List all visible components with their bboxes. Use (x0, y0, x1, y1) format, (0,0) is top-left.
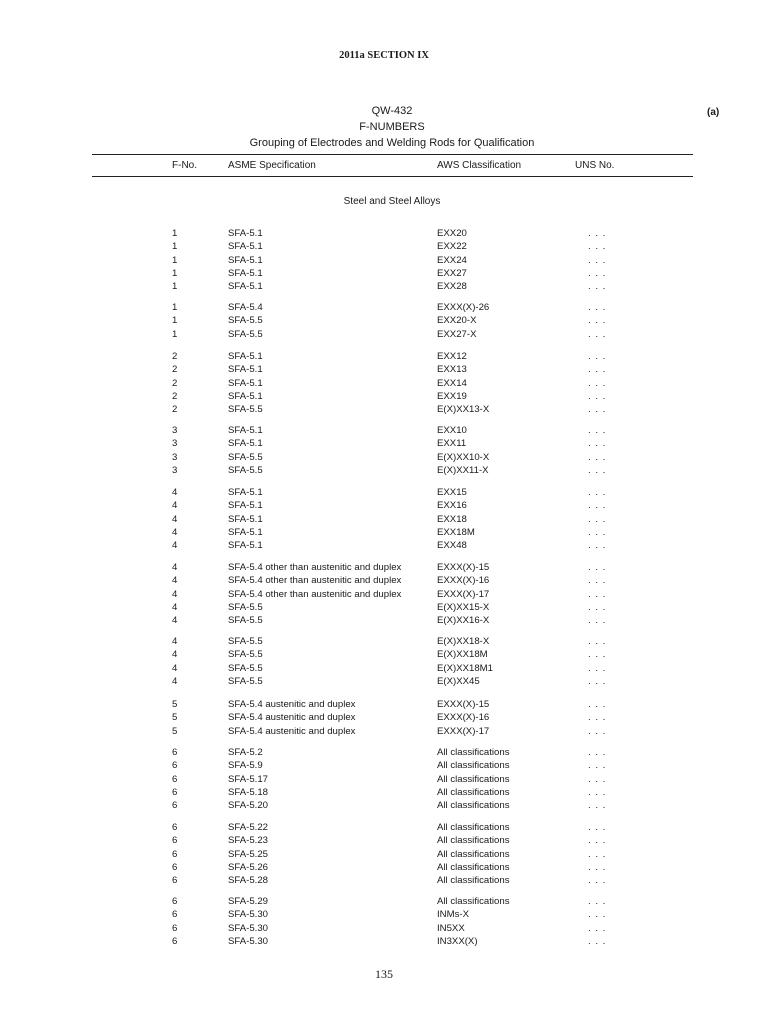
uns-number-cell: . . . (588, 760, 607, 772)
uns-number-cell: . . . (588, 725, 607, 737)
f-number-cell: 4 (172, 526, 178, 538)
f-number-cell: 6 (172, 773, 178, 785)
f-number-cell: 1 (172, 302, 178, 313)
table-row (0, 526, 768, 539)
asme-spec-cell: SFA-5.1 (228, 351, 263, 362)
table-row (0, 635, 768, 648)
uns-number-cell: . . . (588, 487, 607, 498)
row-group (0, 561, 768, 627)
asme-spec-cell: SFA-5.4 austenitic and duplex (228, 699, 356, 710)
f-number-cell: 2 (172, 364, 178, 376)
asme-spec-cell: SFA-5.20 (228, 800, 268, 812)
row-group (0, 227, 768, 293)
table-row (0, 328, 768, 341)
uns-number-cell: . . . (588, 464, 607, 476)
aws-class-cell: EXXX(X)-26 (437, 302, 490, 313)
f-number-cell: 6 (172, 800, 178, 812)
aws-class-cell: INMs-X (437, 909, 469, 921)
table-row (0, 280, 768, 293)
table-row (0, 314, 768, 327)
aws-class-cell: EXX28 (437, 281, 467, 293)
table-row (0, 601, 768, 614)
uns-number-cell: . . . (588, 875, 607, 887)
f-number-cell: 2 (172, 390, 178, 402)
table-row (0, 486, 768, 499)
aws-class-cell: EXX16 (437, 500, 467, 512)
table-row (0, 848, 768, 861)
f-number-cell: 5 (172, 699, 178, 710)
f-number-cell: 4 (172, 562, 178, 573)
uns-number-cell: . . . (588, 267, 607, 279)
uns-number-cell: . . . (588, 786, 607, 798)
table-row (0, 437, 768, 450)
f-number-cell: 2 (172, 404, 178, 416)
uns-number-cell: . . . (588, 922, 607, 934)
f-number-cell: 4 (172, 487, 178, 498)
table-row (0, 539, 768, 552)
uns-number-cell: . . . (588, 500, 607, 512)
asme-spec-cell: SFA-5.1 (228, 364, 263, 376)
table-row (0, 698, 768, 711)
table-row (0, 861, 768, 874)
aws-class-cell: EXX12 (437, 351, 467, 362)
table-row (0, 377, 768, 390)
table-row (0, 799, 768, 812)
uns-number-cell: . . . (588, 302, 607, 313)
uns-number-cell: . . . (588, 425, 607, 436)
asme-spec-cell: SFA-5.5 (228, 649, 263, 661)
uns-number-cell: . . . (588, 404, 607, 416)
row-group (0, 821, 768, 887)
table-row (0, 935, 768, 948)
row-group (0, 698, 768, 738)
asme-spec-cell: SFA-5.30 (228, 922, 268, 934)
asme-spec-cell: SFA-5.4 other than austenitic and duplex (228, 562, 402, 573)
table-row (0, 403, 768, 416)
asme-spec-cell: SFA-5.1 (228, 438, 263, 450)
aws-class-cell: All classifications (437, 848, 510, 860)
aws-class-cell: EXX48 (437, 540, 467, 552)
aws-class-cell: EXX20 (437, 228, 467, 239)
asme-spec-cell: SFA-5.1 (228, 500, 263, 512)
asme-spec-cell: SFA-5.5 (228, 404, 263, 416)
asme-spec-cell: SFA-5.5 (228, 615, 263, 627)
section-title: Steel and Steel Alloys (343, 196, 441, 207)
f-number-cell: 1 (172, 267, 178, 279)
f-number-cell: 4 (172, 540, 178, 552)
table-row (0, 759, 768, 772)
row-group (0, 424, 768, 477)
f-number-cell: 5 (172, 712, 178, 724)
asme-spec-cell: SFA-5.1 (228, 390, 263, 402)
asme-spec-cell: SFA-5.4 other than austenitic and duplex (228, 575, 402, 587)
f-number-cell: 4 (172, 575, 178, 587)
aws-class-cell: All classifications (437, 760, 510, 772)
uns-number-cell: . . . (588, 712, 607, 724)
table-row (0, 561, 768, 574)
uns-number-cell: . . . (588, 377, 607, 389)
asme-spec-cell: SFA-5.29 (228, 896, 268, 907)
f-number-cell: 2 (172, 377, 178, 389)
aws-class-cell: All classifications (437, 835, 510, 847)
aws-class-cell: EXX20-X (437, 315, 477, 327)
uns-number-cell: . . . (588, 615, 607, 627)
f-number-cell: 6 (172, 760, 178, 772)
uns-number-cell: . . . (588, 351, 607, 362)
table-row (0, 227, 768, 240)
table-row (0, 240, 768, 253)
asme-spec-cell: SFA-5.23 (228, 835, 268, 847)
aws-class-cell: EXX13 (437, 364, 467, 376)
asme-spec-cell: SFA-5.5 (228, 662, 263, 674)
row-group (0, 895, 768, 948)
uns-number-cell: . . . (588, 526, 607, 538)
f-number-cell: 4 (172, 588, 178, 600)
aws-class-cell: EXX11 (437, 438, 467, 450)
asme-spec-cell: SFA-5.9 (228, 760, 263, 772)
asme-spec-cell: SFA-5.18 (228, 786, 268, 798)
column-header-fno: F-No. (172, 160, 197, 171)
table-row (0, 254, 768, 267)
uns-number-cell: . . . (588, 773, 607, 785)
table-row (0, 390, 768, 403)
row-group (0, 301, 768, 341)
table-row (0, 725, 768, 738)
asme-spec-cell: SFA-5.28 (228, 875, 268, 887)
f-number-cell: 4 (172, 675, 178, 687)
f-number-cell: 6 (172, 786, 178, 798)
f-number-cell: 1 (172, 328, 178, 340)
aws-class-cell: E(X)XX13-X (437, 404, 490, 416)
uns-number-cell: . . . (588, 636, 607, 647)
table-row (0, 267, 768, 280)
uns-number-cell: . . . (588, 699, 607, 710)
running-head: 2011a SECTION IX (339, 50, 429, 61)
column-header-uns: UNS No. (575, 160, 615, 171)
uns-number-cell: . . . (588, 822, 607, 833)
asme-spec-cell: SFA-5.1 (228, 377, 263, 389)
uns-number-cell: . . . (588, 848, 607, 860)
aws-class-cell: E(X)XX11-X (437, 464, 489, 476)
table-subtitle: F-NUMBERS (359, 121, 425, 133)
asme-spec-cell: SFA-5.1 (228, 228, 263, 239)
column-header-spec: ASME Specification (228, 160, 316, 171)
uns-number-cell: . . . (588, 228, 607, 239)
aws-class-cell: EXX27 (437, 267, 467, 279)
asme-spec-cell: SFA-5.4 other than austenitic and duplex (228, 588, 402, 600)
asme-spec-cell: SFA-5.1 (228, 540, 263, 552)
uns-number-cell: . . . (588, 588, 607, 600)
asme-spec-cell: SFA-5.26 (228, 861, 268, 873)
uns-number-cell: . . . (588, 513, 607, 525)
asme-spec-cell: SFA-5.5 (228, 636, 263, 647)
uns-number-cell: . . . (588, 562, 607, 573)
table-row (0, 350, 768, 363)
asme-spec-cell: SFA-5.1 (228, 254, 263, 266)
asme-spec-cell: SFA-5.1 (228, 526, 263, 538)
aws-class-cell: All classifications (437, 800, 510, 812)
asme-spec-cell: SFA-5.4 austenitic and duplex (228, 725, 356, 737)
table-row (0, 821, 768, 834)
uns-number-cell: . . . (588, 281, 607, 293)
page-number: 135 (375, 967, 393, 981)
table-row (0, 908, 768, 921)
aws-class-cell: EXXX(X)-16 (437, 712, 490, 724)
table-row (0, 588, 768, 601)
uns-number-cell: . . . (588, 896, 607, 907)
asme-spec-cell: SFA-5.5 (228, 464, 263, 476)
aws-class-cell: EXX24 (437, 254, 467, 266)
aws-class-cell: All classifications (437, 896, 510, 907)
table-row (0, 648, 768, 661)
f-number-cell: 6 (172, 922, 178, 934)
f-number-cell: 3 (172, 464, 178, 476)
aws-class-cell: EXXX(X)-16 (437, 575, 490, 587)
asme-spec-cell: SFA-5.1 (228, 425, 263, 436)
aws-class-cell: E(X)XX18-X (437, 636, 490, 647)
uns-number-cell: . . . (588, 364, 607, 376)
aws-class-cell: EXX14 (437, 377, 467, 389)
aws-class-cell: E(X)XX16-X (437, 615, 490, 627)
revision-mark: (a) (707, 107, 720, 118)
uns-number-cell: . . . (588, 540, 607, 552)
asme-spec-cell: SFA-5.17 (228, 773, 268, 785)
f-number-cell: 4 (172, 513, 178, 525)
aws-class-cell: EXX18M (437, 526, 475, 538)
uns-number-cell: . . . (588, 747, 607, 758)
f-number-cell: 6 (172, 747, 178, 758)
aws-class-cell: EXX19 (437, 390, 467, 402)
uns-number-cell: . . . (588, 649, 607, 661)
f-number-cell: 4 (172, 662, 178, 674)
f-number-cell: 6 (172, 835, 178, 847)
uns-number-cell: . . . (588, 835, 607, 847)
table-row (0, 614, 768, 627)
aws-class-cell: EXX10 (437, 425, 467, 436)
f-number-cell: 1 (172, 228, 178, 239)
table-row (0, 662, 768, 675)
f-number-cell: 4 (172, 649, 178, 661)
f-number-cell: 2 (172, 351, 178, 362)
asme-spec-cell: SFA-5.1 (228, 487, 263, 498)
aws-class-cell: All classifications (437, 822, 510, 833)
table-row (0, 574, 768, 587)
aws-class-cell: IN3XX(X) (437, 935, 478, 947)
asme-spec-cell: SFA-5.4 austenitic and duplex (228, 712, 356, 724)
f-number-cell: 3 (172, 451, 178, 463)
column-header-aws: AWS Classification (437, 160, 522, 171)
asme-spec-cell: SFA-5.2 (228, 747, 263, 758)
f-number-cell: 3 (172, 438, 178, 450)
table-row (0, 464, 768, 477)
uns-number-cell: . . . (588, 451, 607, 463)
aws-class-cell: EXX15 (437, 487, 467, 498)
asme-spec-cell: SFA-5.22 (228, 822, 268, 833)
aws-class-cell: E(X)XX10-X (437, 451, 490, 463)
table-row (0, 895, 768, 908)
uns-number-cell: . . . (588, 675, 607, 687)
uns-number-cell: . . . (588, 241, 607, 253)
aws-class-cell: All classifications (437, 773, 510, 785)
asme-spec-cell: SFA-5.1 (228, 241, 263, 253)
aws-class-cell: All classifications (437, 875, 510, 887)
aws-class-cell: E(X)XX18M (437, 649, 488, 661)
aws-class-cell: IN5XX (437, 922, 465, 934)
asme-spec-cell: SFA-5.25 (228, 848, 268, 860)
uns-number-cell: . . . (588, 861, 607, 873)
table-row (0, 424, 768, 437)
asme-spec-cell: SFA-5.30 (228, 935, 268, 947)
row-group (0, 635, 768, 688)
aws-class-cell: E(X)XX18M1 (437, 662, 493, 674)
asme-spec-cell: SFA-5.4 (228, 302, 263, 313)
row-group (0, 350, 768, 416)
uns-number-cell: . . . (588, 575, 607, 587)
f-number-cell: 4 (172, 636, 178, 647)
uns-number-cell: . . . (588, 254, 607, 266)
f-number-cell: 1 (172, 241, 178, 253)
row-group (0, 486, 768, 552)
f-number-cell: 6 (172, 875, 178, 887)
aws-class-cell: EXX27-X (437, 328, 477, 340)
table-row (0, 513, 768, 526)
uns-number-cell: . . . (588, 438, 607, 450)
aws-class-cell: EXXX(X)-15 (437, 562, 490, 573)
asme-spec-cell: SFA-5.1 (228, 281, 263, 293)
asme-spec-cell: SFA-5.30 (228, 909, 268, 921)
aws-class-cell: E(X)XX45 (437, 675, 480, 687)
f-number-cell: 6 (172, 896, 178, 907)
uns-number-cell: . . . (588, 328, 607, 340)
aws-class-cell: All classifications (437, 747, 510, 758)
f-number-cell: 6 (172, 909, 178, 921)
uns-number-cell: . . . (588, 909, 607, 921)
uns-number-cell: . . . (588, 935, 607, 947)
aws-class-cell: All classifications (437, 861, 510, 873)
f-number-cell: 6 (172, 822, 178, 833)
f-number-cell: 6 (172, 861, 178, 873)
table-id: QW-432 (371, 105, 413, 117)
row-group (0, 746, 768, 812)
table-row (0, 786, 768, 799)
f-number-cell: 1 (172, 281, 178, 293)
table-row (0, 301, 768, 314)
aws-class-cell: EXX22 (437, 241, 467, 253)
f-number-cell: 1 (172, 254, 178, 266)
table-row (0, 711, 768, 724)
aws-class-cell: EXXX(X)-15 (437, 699, 490, 710)
table-row (0, 922, 768, 935)
table-row (0, 499, 768, 512)
aws-class-cell: EXXX(X)-17 (437, 725, 490, 737)
f-number-cell: 6 (172, 848, 178, 860)
asme-spec-cell: SFA-5.1 (228, 513, 263, 525)
f-number-cell: 4 (172, 601, 178, 613)
table-row (0, 451, 768, 464)
asme-spec-cell: SFA-5.5 (228, 675, 263, 687)
aws-class-cell: EXX18 (437, 513, 467, 525)
uns-number-cell: . . . (588, 662, 607, 674)
asme-spec-cell: SFA-5.5 (228, 451, 263, 463)
aws-class-cell: EXXX(X)-17 (437, 588, 490, 600)
uns-number-cell: . . . (588, 601, 607, 613)
f-number-cell: 3 (172, 425, 178, 436)
table-row (0, 746, 768, 759)
uns-number-cell: . . . (588, 800, 607, 812)
table-row (0, 874, 768, 887)
uns-number-cell: . . . (588, 315, 607, 327)
f-number-cell: 1 (172, 315, 178, 327)
asme-spec-cell: SFA-5.5 (228, 315, 263, 327)
f-number-cell: 5 (172, 725, 178, 737)
f-number-cell: 4 (172, 500, 178, 512)
asme-spec-cell: SFA-5.1 (228, 267, 263, 279)
table-row (0, 773, 768, 786)
aws-class-cell: E(X)XX15-X (437, 601, 490, 613)
asme-spec-cell: SFA-5.5 (228, 328, 263, 340)
asme-spec-cell: SFA-5.5 (228, 601, 263, 613)
f-number-cell: 6 (172, 935, 178, 947)
uns-number-cell: . . . (588, 390, 607, 402)
table-caption: Grouping of Electrodes and Welding Rods for Qualification (249, 137, 535, 149)
table-row (0, 675, 768, 688)
aws-class-cell: All classifications (437, 786, 510, 798)
table-row (0, 834, 768, 847)
table-row (0, 363, 768, 376)
f-number-cell: 4 (172, 615, 178, 627)
